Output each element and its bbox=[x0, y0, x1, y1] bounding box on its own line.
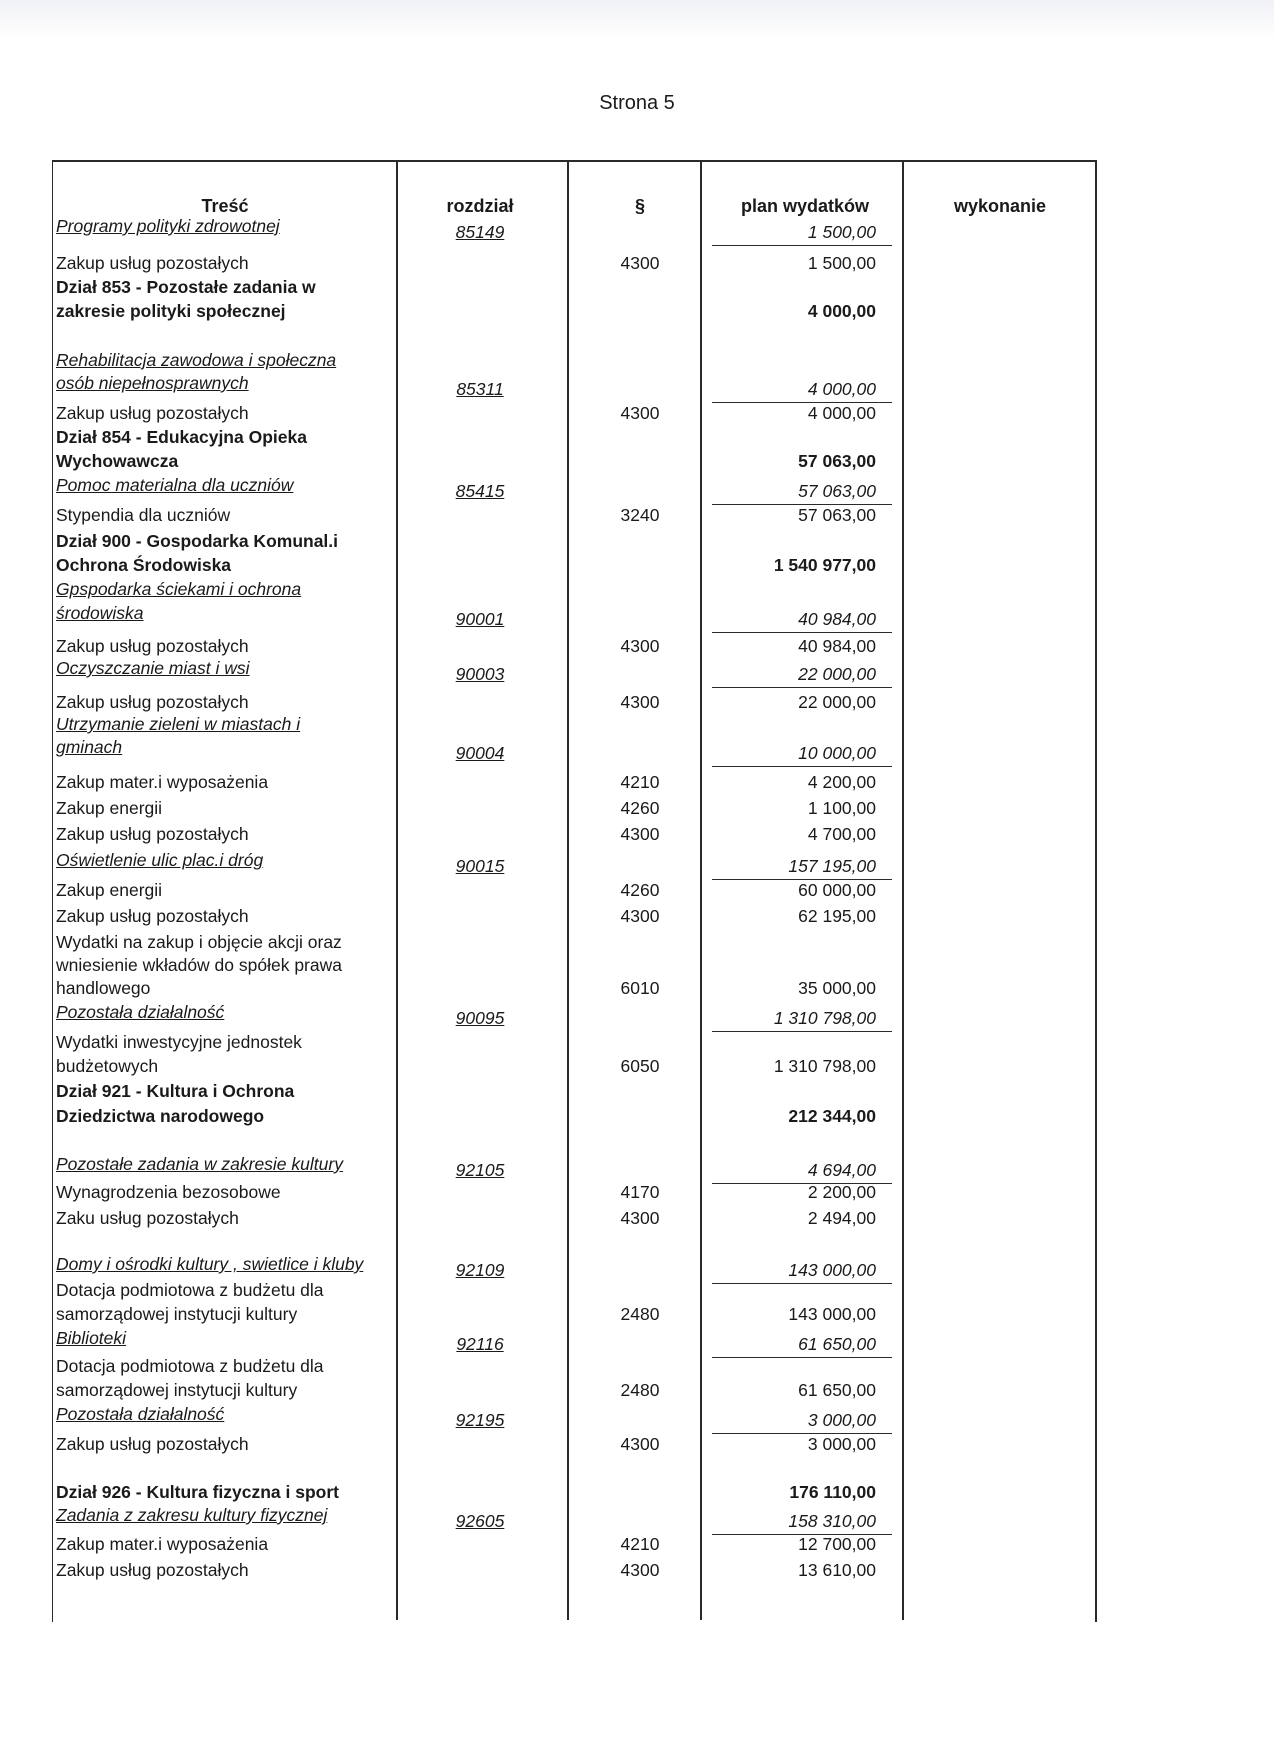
row-amount: 157 195,00 bbox=[788, 856, 876, 876]
row-paragraf: 4300 bbox=[620, 906, 660, 926]
subsection-row bbox=[0, 214, 1274, 242]
row-text: Zadania z zakresu kultury fizycznej bbox=[56, 1505, 328, 1525]
row-text: gminach bbox=[56, 737, 123, 757]
row-text: Gpspodarka ściekami i ochrona bbox=[56, 579, 302, 599]
row-text: samorządowej instytucji kultury bbox=[56, 1304, 298, 1324]
row-rozdzial: 90015 bbox=[455, 856, 505, 876]
subsection-row bbox=[0, 1152, 1274, 1180]
table-row bbox=[0, 690, 1274, 714]
row-amount: 61 650,00 bbox=[798, 1334, 876, 1354]
row-text: Dotacja podmiotowa z budżetu dla bbox=[56, 1280, 324, 1300]
row-text: Zaku usług pozostałych bbox=[56, 1208, 239, 1228]
row-amount: 12 700,00 bbox=[798, 1534, 876, 1554]
row-paragraf: 6050 bbox=[620, 1056, 660, 1076]
row-text: Zakup usług pozostałych bbox=[56, 253, 249, 273]
table-row bbox=[0, 503, 1274, 527]
subsection-row bbox=[0, 848, 1274, 876]
row-paragraf: 6010 bbox=[620, 978, 660, 998]
row-paragraf: 4260 bbox=[620, 798, 660, 818]
row-text: Pozostała działalność bbox=[56, 1404, 225, 1424]
row-amount: 212 344,00 bbox=[788, 1106, 876, 1126]
row-text: Domy i ośrodki kultury , swietlice i kluby bbox=[56, 1254, 364, 1274]
row-amount: 22 000,00 bbox=[798, 692, 876, 712]
row-text: Pozostała działalność bbox=[56, 1002, 225, 1022]
row-amount: 4 200,00 bbox=[807, 772, 876, 792]
row-paragraf: 4170 bbox=[620, 1182, 660, 1202]
table-row bbox=[0, 822, 1274, 846]
row-rozdzial: 92195 bbox=[455, 1410, 505, 1430]
row-text: budżetowych bbox=[56, 1056, 159, 1076]
row-text: Zakup energii bbox=[56, 880, 163, 900]
row-amount: 35 000,00 bbox=[798, 978, 876, 998]
row-amount: 3 000,00 bbox=[807, 1434, 876, 1454]
row-text: handlowego bbox=[56, 978, 151, 998]
row-paragraf: 4210 bbox=[620, 772, 660, 792]
row-text: Dziedzictwa narodowego bbox=[56, 1106, 265, 1126]
row-rozdzial: 92605 bbox=[455, 1511, 505, 1531]
row-text: Wynagrodzenia bezosobowe bbox=[56, 1182, 281, 1202]
section-row bbox=[0, 1079, 1274, 1103]
row-text: Biblioteki bbox=[56, 1328, 127, 1348]
row-amount: 62 195,00 bbox=[798, 906, 876, 926]
table-row bbox=[0, 1206, 1274, 1230]
subsection-row bbox=[0, 735, 1274, 763]
row-text: Rehabilitacja zawodowa i społeczna bbox=[56, 350, 337, 370]
row-paragraf: 4300 bbox=[620, 824, 660, 844]
row-amount: 3 000,00 bbox=[807, 1410, 876, 1430]
table-row bbox=[0, 251, 1274, 275]
subsection-row bbox=[0, 1326, 1274, 1354]
row-amount: 57 063,00 bbox=[798, 451, 876, 471]
section-row bbox=[0, 449, 1274, 473]
row-amount: 4 694,00 bbox=[807, 1160, 876, 1180]
row-text: Oświetlenie ulic plac.i dróg bbox=[56, 850, 264, 870]
section-row bbox=[0, 1104, 1274, 1128]
row-rozdzial: 92105 bbox=[455, 1160, 505, 1180]
row-text: Zakup usług pozostałych bbox=[56, 824, 249, 844]
row-amount: 10 000,00 bbox=[798, 743, 876, 763]
row-text: środowiska bbox=[56, 603, 144, 623]
header-paragraf: § bbox=[634, 196, 645, 216]
row-amount: 4 000,00 bbox=[807, 301, 876, 321]
row-rozdzial: 85415 bbox=[455, 481, 505, 501]
row-text: Zakup usług pozostałych bbox=[56, 1560, 249, 1580]
row-text: Zakup mater.i wyposażenia bbox=[56, 772, 269, 792]
table-row bbox=[0, 1354, 1274, 1378]
row-text: Programy polityki zdrowotnej bbox=[56, 216, 280, 236]
row-text: Oczyszczanie miast i wsi bbox=[56, 658, 250, 678]
header-plan-wydatkow: plan wydatków bbox=[740, 196, 870, 216]
row-text: Wydatki inwestycyjne jednostek bbox=[56, 1032, 302, 1052]
row-paragraf: 3240 bbox=[620, 505, 660, 525]
row-text: samorządowej instytucji kultury bbox=[56, 1380, 298, 1400]
header-tresc: Treść bbox=[201, 196, 249, 216]
subsection-row bbox=[0, 1402, 1274, 1430]
table-row bbox=[0, 401, 1274, 425]
row-paragraf: 4300 bbox=[620, 692, 660, 712]
row-text: Dział 921 - Kultura i Ochrona bbox=[56, 1081, 295, 1101]
row-paragraf: 2480 bbox=[620, 1380, 660, 1400]
row-amount: 22 000,00 bbox=[798, 664, 876, 684]
subsection-row bbox=[0, 371, 1274, 399]
table-row bbox=[0, 1180, 1274, 1204]
header-rozdzial: rozdział bbox=[446, 196, 514, 216]
row-text: Dotacja podmiotowa z budżetu dla bbox=[56, 1356, 324, 1376]
row-text: zakresie polityki społecznej bbox=[56, 301, 286, 321]
subsection-row bbox=[0, 1000, 1274, 1028]
row-text: Zakup usług pozostałych bbox=[56, 636, 249, 656]
row-amount: 60 000,00 bbox=[798, 880, 876, 900]
table-row bbox=[0, 976, 1274, 1000]
row-text: Pozostałe zadania w zakresie kultury bbox=[56, 1154, 343, 1174]
row-rozdzial: 85149 bbox=[455, 222, 505, 242]
row-paragraf: 2480 bbox=[620, 1304, 660, 1324]
table-row bbox=[0, 1378, 1274, 1402]
row-paragraf: 4210 bbox=[620, 1534, 660, 1554]
row-text: Ochrona Środowiska bbox=[56, 555, 232, 575]
row-text: Wychowawcza bbox=[56, 451, 179, 471]
row-text: Dział 853 - Pozostałe zadania w bbox=[56, 277, 316, 297]
row-paragraf: 4300 bbox=[620, 1434, 660, 1454]
row-rozdzial: 90003 bbox=[455, 664, 505, 684]
row-text: Dział 926 - Kultura fizyczna i sport bbox=[56, 1482, 339, 1502]
row-text: wniesienie wkładów do spółek prawa bbox=[56, 955, 342, 975]
row-text: Wydatki na zakup i objęcie akcji oraz bbox=[56, 932, 342, 952]
section-row bbox=[0, 275, 1274, 299]
row-text: osób niepełnosprawnych bbox=[56, 373, 249, 393]
section-row bbox=[0, 553, 1274, 577]
row-text: Zakup usług pozostałych bbox=[56, 1434, 249, 1454]
row-paragraf: 4300 bbox=[620, 403, 660, 423]
row-rozdzial: 92116 bbox=[456, 1334, 504, 1354]
row-paragraf: 4300 bbox=[620, 253, 660, 273]
row-amount: 1 500,00 bbox=[807, 222, 876, 242]
row-rozdzial: 90004 bbox=[455, 743, 505, 763]
section-row bbox=[0, 299, 1274, 323]
row-amount: 1 310 798,00 bbox=[773, 1008, 876, 1028]
section-row bbox=[0, 1480, 1274, 1504]
row-text: Stypendia dla uczniów bbox=[56, 505, 231, 525]
subtotal-underline bbox=[712, 766, 892, 767]
table-row bbox=[0, 1030, 1274, 1054]
table-row bbox=[0, 878, 1274, 902]
row-amount: 13 610,00 bbox=[798, 1560, 876, 1580]
row-text: Utrzymanie zieleni w miastach i bbox=[56, 714, 301, 734]
subsection-row bbox=[0, 601, 1274, 629]
row-paragraf: 4260 bbox=[620, 880, 660, 900]
section-row bbox=[0, 529, 1274, 553]
table-row bbox=[0, 1532, 1274, 1556]
row-text: Dział 854 - Edukacyjna Opieka bbox=[56, 427, 307, 447]
row-text: Zakup mater.i wyposażenia bbox=[56, 1534, 269, 1554]
row-amount: 57 063,00 bbox=[798, 505, 876, 525]
header-wykonanie: wykonanie bbox=[953, 196, 1047, 216]
row-text: Pomoc materialna dla uczniów bbox=[56, 475, 294, 495]
table-row bbox=[0, 796, 1274, 820]
subtotal-underline bbox=[712, 687, 892, 688]
table-row bbox=[0, 1302, 1274, 1326]
row-text: Zakup usług pozostałych bbox=[56, 403, 249, 423]
row-paragraf: 4300 bbox=[620, 1560, 660, 1580]
row-text: Zakup usług pozostałych bbox=[56, 692, 249, 712]
row-amount: 143 000,00 bbox=[788, 1260, 876, 1280]
row-amount: 2 200,00 bbox=[807, 1182, 876, 1202]
row-amount: 1 310 798,00 bbox=[773, 1056, 876, 1076]
row-paragraf: 4300 bbox=[620, 1208, 660, 1228]
subsection-row bbox=[0, 656, 1274, 684]
subsection-row bbox=[0, 1252, 1274, 1280]
table-row bbox=[0, 770, 1274, 794]
row-rozdzial: 90095 bbox=[455, 1008, 505, 1028]
row-text: Zakup usług pozostałych bbox=[56, 906, 249, 926]
row-amount: 158 310,00 bbox=[788, 1511, 876, 1531]
table-row bbox=[0, 1432, 1274, 1456]
subsection-row bbox=[0, 348, 1274, 372]
page-title: Strona 5 bbox=[599, 92, 675, 114]
table-row bbox=[0, 634, 1274, 658]
subsection-row bbox=[0, 1503, 1274, 1531]
row-text: Zakup energii bbox=[56, 798, 163, 818]
row-amount: 4 700,00 bbox=[807, 824, 876, 844]
row-amount: 40 984,00 bbox=[798, 609, 876, 629]
row-paragraf: 4300 bbox=[620, 636, 660, 656]
row-amount: 2 494,00 bbox=[807, 1208, 876, 1228]
row-amount: 1 540 977,00 bbox=[773, 555, 876, 575]
row-amount: 61 650,00 bbox=[798, 1380, 876, 1400]
row-amount: 1 100,00 bbox=[807, 798, 876, 818]
table-row bbox=[0, 904, 1274, 928]
subsection-row bbox=[0, 473, 1274, 501]
table-row bbox=[0, 1278, 1274, 1302]
subsection-row bbox=[0, 577, 1274, 601]
row-amount: 40 984,00 bbox=[798, 636, 876, 656]
row-amount: 4 000,00 bbox=[807, 403, 876, 423]
table-row bbox=[0, 1054, 1274, 1078]
row-amount: 1 500,00 bbox=[807, 253, 876, 273]
row-rozdzial: 92109 bbox=[455, 1260, 505, 1280]
subtotal-underline bbox=[712, 632, 892, 633]
row-rozdzial: 85311 bbox=[456, 379, 504, 399]
row-amount: 57 063,00 bbox=[798, 481, 876, 501]
table-row bbox=[0, 953, 1274, 977]
row-amount: 4 000,00 bbox=[807, 379, 876, 399]
row-text: Dział 900 - Gospodarka Komunal.i bbox=[56, 531, 339, 551]
row-amount: 143 000,00 bbox=[788, 1304, 876, 1324]
row-amount: 176 110,00 bbox=[789, 1482, 876, 1502]
subtotal-underline bbox=[712, 245, 892, 246]
table-row bbox=[0, 930, 1274, 954]
row-rozdzial: 90001 bbox=[455, 609, 505, 629]
scan-shading bbox=[0, 0, 1274, 40]
subsection-row bbox=[0, 712, 1274, 736]
section-row bbox=[0, 425, 1274, 449]
table-row bbox=[0, 1558, 1274, 1582]
